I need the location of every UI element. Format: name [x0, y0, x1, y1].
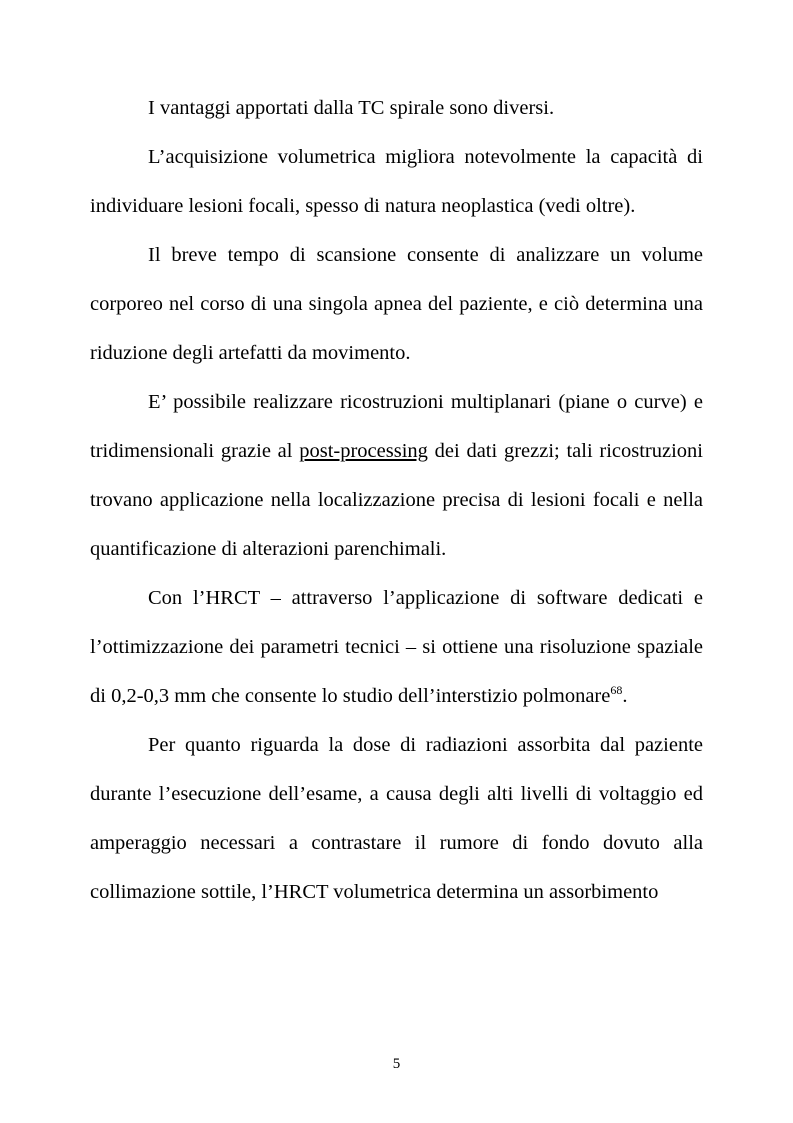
paragraph-2: L’acquisizione volumetrica migliora notevolmente la capacità di individuare lesioni focali, spesso di natura neoplastica (vedi oltre). [90, 146, 703, 217]
paragraph-3: Il breve tempo di scansione consente di analizzare un volume corporeo nel corso di una singola apnea del paziente, e ciò determina una riduzione degli artefatti da movimento. [90, 244, 703, 364]
paragraph-5-text: Con l’HRCT – attraverso l’applicazione di software dedicati e l’ottimizzazione dei parametri tecnici – si ottiene una risoluzione spaziale di 0,2-0,3 mm che consente lo studio dell’interstizio polmonare [90, 587, 703, 707]
paragraph-5 [90, 574, 703, 721]
paragraph-5-period: . [622, 685, 628, 707]
paragraph-4 [90, 378, 703, 574]
footnote-reference: 68 [610, 683, 623, 697]
paragraph-6: Per quanto riguarda la dose di radiazioni assorbita dal paziente durante l’esecuzione dell’esame, a causa degli alti livelli di voltaggio ed amperaggio necessari a contrastare il rumore di fondo dovuto alla collimazione sottile, l’HRCT volumetrica determina un assorbimento [90, 734, 703, 903]
underlined-term: post-processing [299, 440, 428, 462]
paragraph-1: I vantaggi apportati dalla TC spirale sono diversi. [148, 97, 555, 119]
document-body [90, 84, 703, 917]
paragraph-4-text-after: dei dati grezzi; tali ricostruzioni trovano applicazione nella localizzazione precisa di lesioni focali e nella quantificazione di alterazioni parenchimali. [90, 440, 703, 560]
paragraph-4-text-before: E’ possibile realizzare ricostruzioni multiplanari (piane o curve) e tridimensionali grazie al [90, 391, 703, 462]
page-number: 5 [392, 1056, 401, 1072]
